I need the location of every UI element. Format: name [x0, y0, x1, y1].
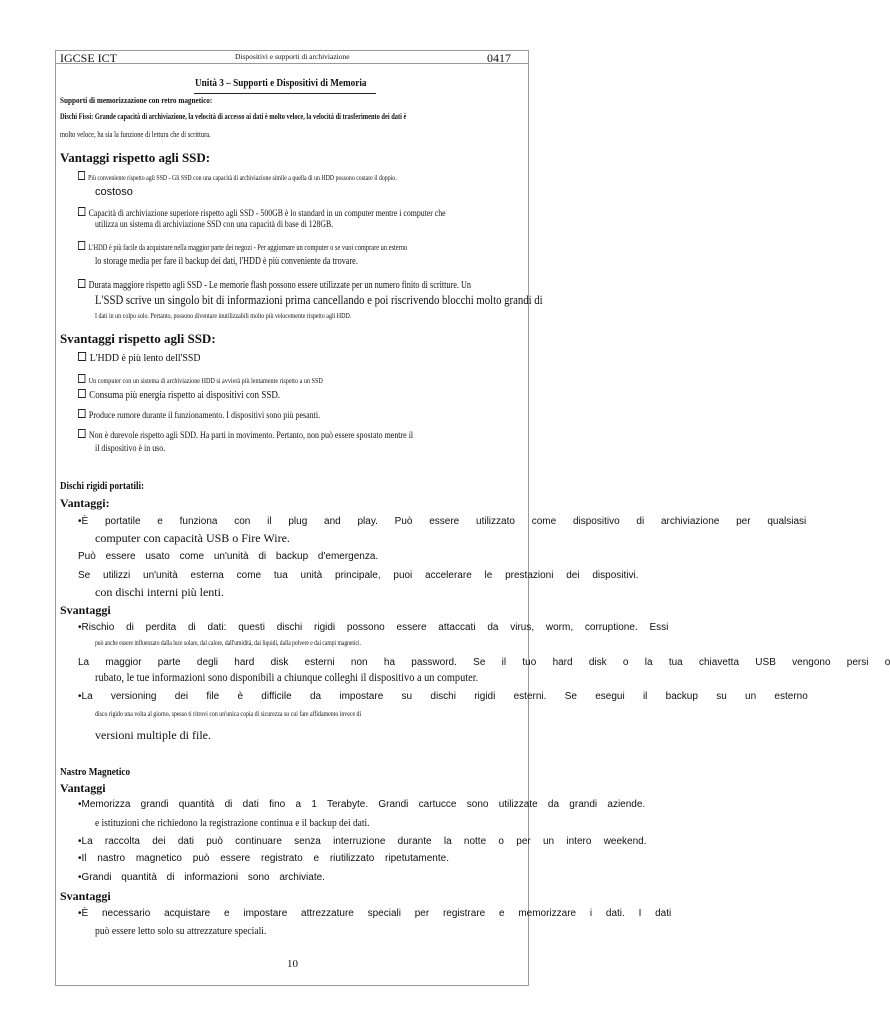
page-title: Unità 3 – Supporti e Dispositivi di Memoria — [195, 78, 367, 89]
portatili-vantaggi-item-3-cont: con dischi interni più lenti. — [95, 585, 224, 599]
checkbox-icon — [78, 279, 85, 288]
title-underline — [194, 93, 376, 94]
portatili-vantaggi-item-1: •È portatile e funziona con il plug and play. Può essere utilizzato come dispositivo di archiviazione per qualsiasi — [78, 516, 807, 527]
nastro-vantaggi-heading: Vantaggi — [60, 781, 106, 795]
vantaggi-ssd-item-3: L'HDD è più facile da acquistare nella maggior parte dei negozi - Per aggiornare un computer o se vuoi comprare un esterno — [78, 241, 407, 253]
svantaggi-ssd-item-3: Consuma più energia rispetto ai dispositivi con SSD. — [78, 389, 280, 402]
intro-line-1: Dischi Fissi: Grande capacità di archiviazione, la velocità di accesso ai dati è molto veloce, la velocità di trasferimento dei dati è — [60, 112, 407, 121]
checkbox-icon — [78, 171, 85, 180]
header-code: 0417 — [487, 51, 511, 65]
portatili-vantaggi-item-3: Se utilizzi un'unità esterna come tua unità principale, puoi accelerare le prestazioni dei dispositivi. — [78, 570, 639, 581]
checkbox-icon — [78, 429, 86, 438]
vantaggi-ssd-heading: Vantaggi rispetto agli SSD: — [60, 150, 211, 165]
checkbox-icon — [78, 374, 85, 383]
vantaggi-ssd-item-4: Durata maggiore rispetto agli SSD - Le memorie flash possono essere utilizzate per un numero finito di scritture. Un — [78, 279, 471, 291]
header-subject: Dispositivi e supporti di archiviazione — [235, 52, 350, 61]
svantaggi-ssd-item-4: Produce rumore durante il funzionamento. I dispositivi sono più pesanti. — [78, 409, 320, 421]
portatili-svantaggi-heading: Svantaggi — [60, 603, 111, 617]
portatili-svantaggi-item-3: •La versioning dei file è difficile da impostare su dischi rigidi esterni. Se esegui il backup su un esterno — [78, 691, 808, 702]
portatili-vantaggi-item-2: Può essere usato come un'unità di backup d'emergenza. — [78, 551, 379, 562]
vantaggi-ssd-item-1: Più conveniente rispetto agli SSD - Gli SSD con una capacità di archiviazione simile a quella di un HDD possono costare il doppio. — [78, 171, 397, 182]
portatili-svantaggi-item-3-cont-2: versioni multiple di file. — [95, 728, 211, 742]
portatili-svantaggi-item-3-cont: disco rigido una volta al giorno, spesso ti ritrovi con un'unica copia di sicurezza su cui fare affidamento invece di — [95, 710, 362, 718]
svantaggi-ssd-item-5-cont: il dispositivo è in uso. — [95, 444, 166, 454]
portatili-svantaggi-item-2-cont: rubato, le tue informazioni sono disponibili a chiunque colleghi il dispositivo a un computer. — [95, 672, 479, 684]
nastro-vantaggi-item-2: •La raccolta dei dati può continuare senza interruzione durante la notte o per un intero weekend. — [78, 836, 647, 847]
nastro-vantaggi-item-1-cont: e istituzioni che richiedono la registrazione continua e il backup dei dati. — [95, 818, 370, 829]
checkbox-icon — [78, 207, 85, 216]
checkbox-icon — [78, 409, 86, 418]
portatili-svantaggi-item-1: •Rischio di perdita di dati: questi dischi rigidi possono essere attaccati da virus, worm, corruptione. Essi — [78, 622, 669, 633]
intro-heading: Supporti di memorizzazione con retro magnetico: — [60, 96, 213, 105]
portatili-svantaggi-item-1-cont: può anche essere influenzato dalla luce solare, dal calore, dall'umidità, dai liquidi, dalla polvere e dai campi magnetici. — [95, 639, 361, 647]
page-number: 10 — [287, 958, 298, 970]
portatili-heading: Dischi rigidi portatili: — [60, 481, 145, 492]
header-course: IGCSE ICT — [60, 51, 117, 65]
svantaggi-ssd-item-2: Un computer con un sistema di archiviazione HDD si avvierà più lentamente rispetto a un SSD — [78, 374, 323, 385]
portatili-vantaggi-heading: Vantaggi: — [60, 496, 110, 510]
portatili-vantaggi-item-1-cont: computer con capacità USB o Fire Wire. — [95, 531, 290, 545]
svantaggi-ssd-heading: Svantaggi rispetto agli SSD: — [60, 331, 216, 346]
header-divider — [56, 63, 528, 64]
intro-line-2: molto veloce, ha sia la funzione di lettura che di scrittura. — [60, 130, 211, 139]
checkbox-icon — [78, 389, 86, 398]
nastro-vantaggi-item-1: •Memorizza grandi quantità di dati fino a 1 Terabyte. Grandi cartucce sono utilizzate da grandi aziende. — [78, 799, 646, 810]
checkbox-icon — [78, 241, 85, 250]
svantaggi-ssd-item-1: L'HDD è più lento dell'SSD — [78, 352, 201, 364]
nastro-svantaggi-item-1-cont: può essere letto solo su attrezzature speciali. — [95, 926, 267, 937]
nastro-heading: Nastro Magnetico — [60, 767, 131, 778]
vantaggi-ssd-item-3-cont: lo storage media per fare il backup dei dati, l'HDD è più conveniente da trovare. — [95, 256, 358, 267]
checkbox-icon — [78, 352, 86, 361]
svantaggi-ssd-item-5: Non è durevole rispetto agli SDD. Ha parti in movimento. Pertanto, non può essere spostato mentre il — [78, 429, 413, 441]
nastro-vantaggi-item-4: •Grandi quantità di informazioni sono archiviate. — [78, 872, 325, 883]
vantaggi-ssd-item-4-cont-2: I dati in un colpo solo. Pertanto, possono diventare inutilizzabili molto più velocemente rispetto agli HDD. — [95, 311, 352, 320]
vantaggi-ssd-item-4-cont: L'SSD scrive un singolo bit di informazioni prima cancellando e poi riscrivendo blocchi molto grandi di — [95, 293, 543, 307]
vantaggi-ssd-item-2-cont: utilizza un sistema di archiviazione SSD con una capacità di base di 128GB. — [95, 220, 334, 230]
vantaggi-ssd-item-2: Capacità di archiviazione superiore rispetto agli SSD - 500GB è lo standard in un computer mentre i computer che — [78, 207, 446, 219]
portatili-svantaggi-item-2: La maggior parte degli hard disk esterni non ha password. Se il tuo hard disk o la tua chiavetta USB vengono persi o — [78, 657, 890, 668]
nastro-svantaggi-item-1: •È necessario acquistare e impostare attrezzature speciali per registrare e memorizzare i dati. I dati — [78, 908, 672, 919]
nastro-vantaggi-item-3: •Il nastro magnetico può essere registrato e riutilizzato ripetutamente. — [78, 853, 449, 864]
nastro-svantaggi-heading: Svantaggi — [60, 889, 111, 903]
vantaggi-ssd-item-1-cont: costoso — [95, 186, 133, 198]
